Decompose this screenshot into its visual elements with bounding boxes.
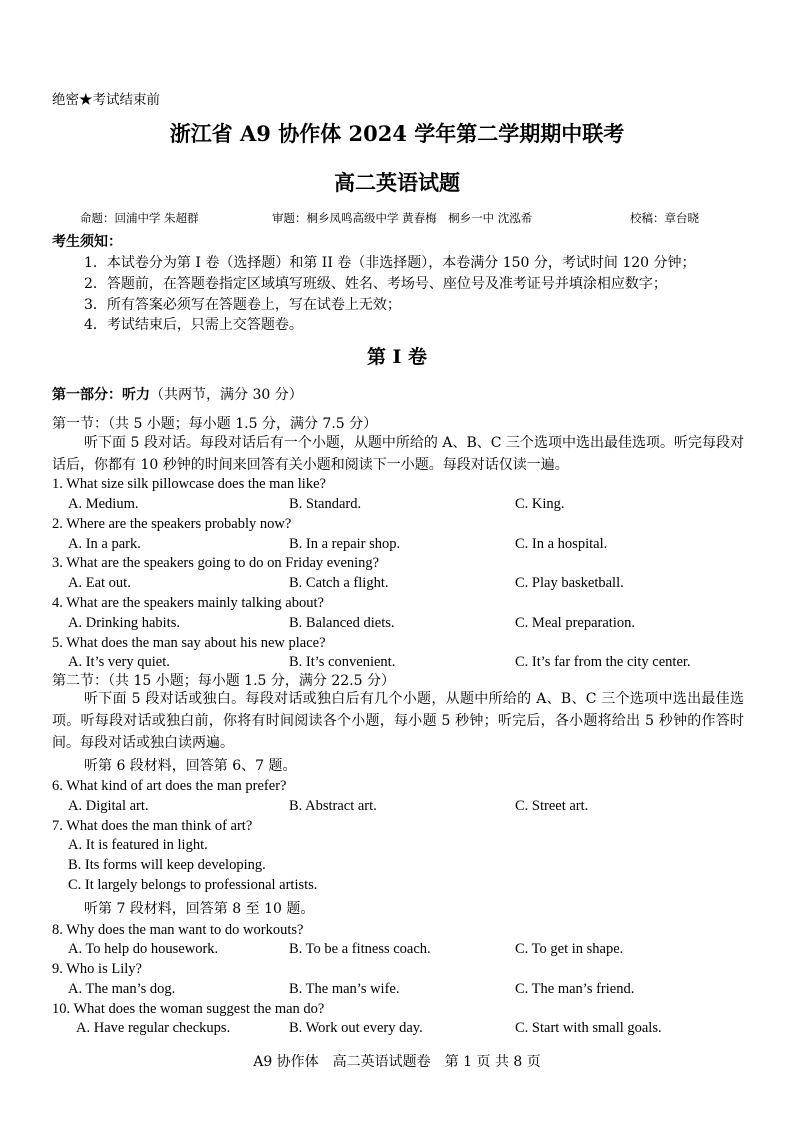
option-b: B. Standard. bbox=[289, 496, 362, 512]
option-a: A. It’s very quiet. bbox=[68, 654, 170, 670]
part-note: （共两节，满分 30 分） bbox=[150, 387, 303, 403]
exam-subtitle: 高二英语试题 bbox=[334, 170, 460, 195]
page-footer: A9 协作体 高二英语试题卷 第 1 页 共 8 页 bbox=[253, 1054, 541, 1070]
option-c: C. Street art. bbox=[515, 798, 589, 814]
option-a: A. Drinking habits. bbox=[68, 615, 180, 631]
material-6-note: 听第 6 段材料，回答第 6、7 题。 bbox=[84, 758, 297, 774]
question-4: 4. What are the speakers mainly talking about? bbox=[52, 595, 324, 611]
option-c: C. It’s far from the city center. bbox=[515, 654, 691, 670]
option-b: B. Its forms will keep developing. bbox=[68, 857, 266, 873]
section2-title: 第二节：（共 15 小题；每小题 1.5 分，满分 22.5 分） bbox=[52, 673, 395, 689]
secret-label: 绝密★考试结束前 bbox=[52, 92, 160, 108]
option-c: C. In a hospital. bbox=[515, 536, 608, 552]
option-a: A. It is featured in light. bbox=[68, 837, 208, 853]
question-5: 5. What does the man say about his new place? bbox=[52, 635, 326, 651]
exam-title: 浙江省 A9 协作体 2024 学年第二学期期中联考 bbox=[169, 121, 625, 146]
part-heading bbox=[52, 386, 303, 404]
option-a: A. The man’s dog. bbox=[68, 981, 176, 997]
material-7-note: 听第 7 段材料，回答第 8 至 10 题。 bbox=[84, 901, 315, 917]
option-b: B. The man’s wife. bbox=[289, 981, 400, 997]
question-10: 10. What does the woman suggest the man do? bbox=[52, 1001, 325, 1017]
option-a: A. Eat out. bbox=[68, 575, 131, 591]
notice-item: 3．所有答案必须写在答题卷上，写在试卷上无效； bbox=[84, 297, 401, 313]
option-a: A. Digital art. bbox=[68, 798, 149, 814]
option-b: B. Abstract art. bbox=[289, 798, 377, 814]
question-2: 2. Where are the speakers probably now? bbox=[52, 516, 292, 532]
option-c: C. The man’s friend. bbox=[515, 981, 635, 997]
option-c: C. To get in shape. bbox=[515, 941, 624, 957]
section2-instructions: 听下面 5 段对话或独白。每段对话或独白后有几个小题，从题中所给的 A、B、C 三个选项中选出最佳选项。听每段对话或独白前，你将有时间阅读各个小题，每小题 5 秒钟；听完后，各小题将给出 5 秒钟的作答时间。每段对话或独白读两遍。 bbox=[52, 691, 744, 751]
option-c: C. It largely belongs to professional artists. bbox=[68, 877, 318, 893]
option-a: A. In a park. bbox=[68, 536, 141, 552]
option-c: C. King. bbox=[515, 496, 565, 512]
notice-item: 2．答题前，在答题卷指定区域填写班级、姓名、考场号、座位号及准考证号并填涂相应数字； bbox=[84, 276, 667, 292]
option-b: B. Balanced diets. bbox=[289, 615, 395, 631]
notice-item: 1．本试卷分为第 I 卷（选择题）和第 II 卷（非选择题），本卷满分 150 分，考试时间 120 分钟； bbox=[84, 255, 696, 271]
part-title: 第一部分：听力 bbox=[52, 387, 150, 403]
option-c: C. Start with small goals. bbox=[515, 1020, 662, 1036]
proofreader-credit: 校稿：章台晓 bbox=[630, 211, 699, 225]
question-3: 3. What are the speakers going to do on Friday evening? bbox=[52, 555, 380, 571]
notice-heading: 考生须知： bbox=[52, 234, 122, 250]
reviewer-credit: 审题：桐乡凤鸣高级中学 黄春梅 桐乡一中 沈泓希 bbox=[272, 211, 533, 225]
option-b: B. To be a fitness coach. bbox=[289, 941, 431, 957]
option-b: B. It’s convenient. bbox=[289, 654, 396, 670]
option-b: B. In a repair shop. bbox=[289, 536, 401, 552]
question-1: 1. What size silk pillowcase does the man like? bbox=[52, 476, 326, 492]
section1-title: 第一节：（共 5 小题；每小题 1.5 分，满分 7.5 分） bbox=[52, 416, 378, 432]
option-a: A. To help do housework. bbox=[68, 941, 219, 957]
notice-item: 4．考试结束后，只需上交答题卷。 bbox=[84, 317, 303, 333]
question-9: 9. Who is Lily? bbox=[52, 961, 142, 977]
question-7: 7. What does the man think of art? bbox=[52, 818, 253, 834]
section1-instructions: 听下面 5 段对话。每段对话后有一个小题，从题中所给的 A、B、C 三个选项中选出最佳选项。听完每段对话后，你都有 10 秒钟的时间来回答有关小题和阅读下一小题。每段对话仅读一遍。 bbox=[52, 435, 744, 473]
option-a: A. Have regular checkups. bbox=[76, 1020, 231, 1036]
question-6: 6. What kind of art does the man prefer? bbox=[52, 778, 287, 794]
option-c: C. Play basketball. bbox=[515, 575, 624, 591]
author-credit: 命题：回浦中学 朱超群 bbox=[80, 211, 199, 225]
volume-heading: 第 I 卷 bbox=[366, 346, 428, 368]
option-c: C. Meal preparation. bbox=[515, 615, 635, 631]
option-b: B. Work out every day. bbox=[289, 1020, 423, 1036]
option-b: B. Catch a flight. bbox=[289, 575, 389, 591]
option-a: A. Medium. bbox=[68, 496, 139, 512]
question-8: 8. Why does the man want to do workouts? bbox=[52, 922, 304, 938]
